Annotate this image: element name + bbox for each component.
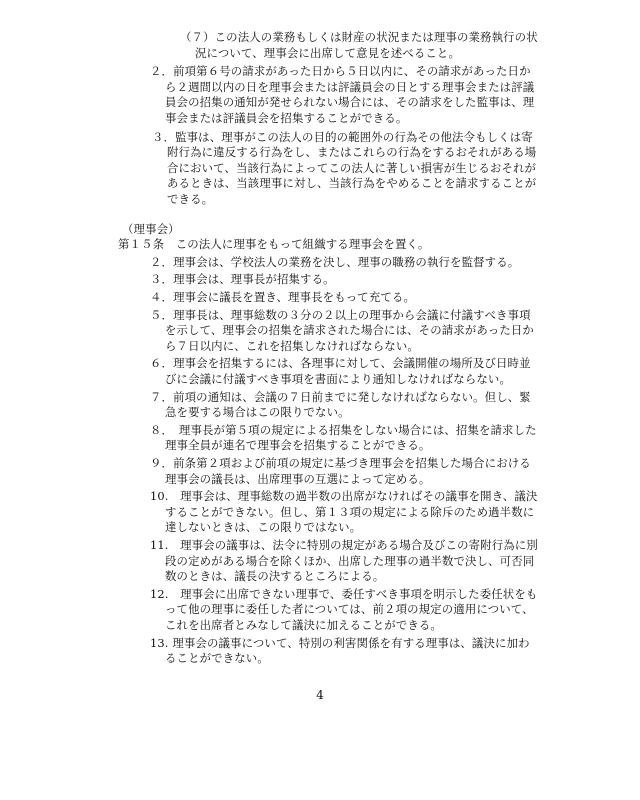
art15-item-4-line-1: ４．理事会に議長を置き、理事長をもって充てる。 — [150, 290, 415, 304]
art15-item-10-line-3: 達しないときは、この限りではない。 — [165, 520, 362, 535]
art15-item-6-line-1: ６．理事会を招集するには、各理事に対して、会議開催の場所及び日時並 — [150, 356, 531, 371]
art15-item-12-line-1: 12. 理事会に出席できない理事で、委任すべき事項を明示した委任状をも — [150, 586, 538, 601]
art15-item-13-line-2: ることができない。 — [165, 651, 269, 666]
paragraph-3-line-2: 附行為に違反する行為をし、またはこれらの行為をするおそれがある場 — [167, 145, 537, 160]
paragraph-3-line-3: 合において、当該行為によってこの法人に著しい損害が生じるおそれが — [167, 160, 537, 175]
art15-item-9-line-2: 理事会の議長は、出席理事の互選によって定める。 — [165, 471, 431, 486]
art15-item-3-line-1: ３．理事会は、理事長が招集する。 — [150, 272, 335, 287]
paragraph-3-line-5: できる。 — [167, 192, 214, 206]
art15-item-5-line-3: ら７日以内に、これを招集しなければならない。 — [165, 338, 419, 353]
art15-item-13-line-1: 13. 理事会の議事について、特別の利害関係を有する理事は、議決に加わ — [150, 635, 530, 650]
art15-item-12-line-3: これを出席者とみなして議決に加えることができる。 — [165, 618, 442, 632]
paragraph-2-line-1: ２．前項第６号の請求があった日から５日以内に、その請求があった日か — [150, 64, 531, 79]
art15-item-5-line-1: ５．理事長は、理事総数の３分の２以上の理事から会議に付議すべき事項 — [150, 307, 531, 322]
art15-item-7-line-2: 急を要する場合はこの限りでない。 — [165, 405, 350, 420]
paragraph-3-line-1: ３．監事は、理事がこの法人の目的の範囲外の行為その他法令もしくは寄 — [152, 129, 533, 144]
item-7-line-2: 況について、理事会に出席して意見を述べること。 — [195, 45, 460, 60]
art15-item-10-line-1: 10. 理事会は、理事総数の過半数の出席がなければその議事を開き、議決 — [150, 489, 538, 504]
art15-item-8-line-1: ８． 理事長が第５項の規定による招集をしない場合には、招集を請求した — [150, 422, 537, 437]
art15-item-7-line-1: ７．前項の通知は、会議の７日前までに発しなければならない。但し、緊 — [150, 389, 531, 404]
art15-item-9-line-1: ９．前条第２項および前項の規定に基づき理事会を招集した場合における — [150, 456, 531, 470]
page-number: 4 — [316, 687, 324, 702]
article-15-title: 第１５条 この法人に理事をもって組織する理事会を置く。 — [118, 237, 430, 252]
art15-item-8-line-2: 理事全員が連名で理事会を招集することができる。 — [165, 438, 431, 453]
art15-item-11-line-2: 段の定めがある場合を除くほか、出席した理事の過半数で決し、可否同 — [165, 553, 535, 568]
paragraph-3-line-4: あるときは、当該理事に対し、当該行為をやめることを請求することが — [167, 176, 537, 191]
art15-item-11-line-3: 数のときは、議長の決するところによる。 — [165, 569, 385, 584]
art15-item-2-line-1: ２．理事会は、学校法人の業務を決し、理事の職務の執行を監督する。 — [150, 254, 520, 269]
item-7-line-1: （７）この法人の業務もしくは財産の状況または理事の業務執行の状 — [180, 30, 538, 44]
section-heading: （理事会） — [122, 221, 180, 236]
art15-item-12-line-2: って他の理事に委任した者については、前２項の規定の適用について、 — [165, 602, 534, 617]
art15-item-11-line-1: 11. 理事会の議事は、法令に特別の規定がある場合及びこの寄附行為に別 — [150, 538, 538, 552]
paragraph-2-line-2: ら２週間以内の日を理事会または評議員会の日とする理事会または評議 — [165, 79, 535, 94]
paragraph-2-line-4: 事会または評議員会を招集することができる。 — [165, 111, 408, 125]
art15-item-5-line-2: を示して、理事会の招集を請求された場合には、その請求があった日か — [165, 323, 534, 338]
art15-item-6-line-2: びに会議に付議すべき事項を書面により通知しなければならない。 — [165, 372, 511, 386]
paragraph-2-line-3: 員会の招集の通知が発せられない場合には、その請求をした監事は、理 — [165, 95, 535, 110]
art15-item-10-line-2: することができない。但し、第１３項の規定による除斥のため過半数に — [165, 504, 535, 519]
